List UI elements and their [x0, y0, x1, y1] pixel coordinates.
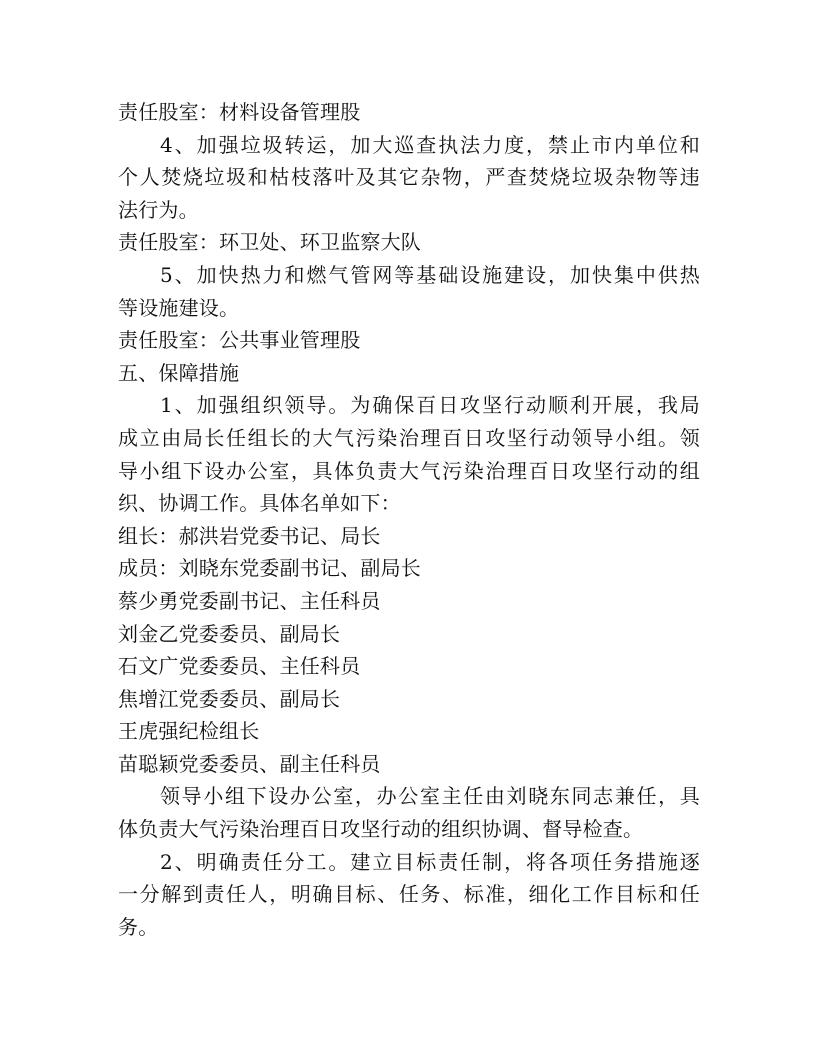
- measure-2-line-2: 一分解到责任人，明确目标、任务、标准，细化工作目标和任: [118, 882, 700, 907]
- member-line: 王虎强纪检组长: [118, 719, 260, 744]
- item-4-line-2: 个人焚烧垃圾和枯枝落叶及其它杂物，严查焚烧垃圾杂物等违: [118, 165, 700, 190]
- item-5-line-1: 5、加快热力和燃气管网等基础设施建设，加快集中供热: [160, 262, 700, 287]
- responsibility-line: 责任股室：公共事业管理股: [118, 328, 361, 353]
- section-heading: 五、保障措施: [118, 360, 240, 385]
- office-line-2: 体负责大气污染治理百日攻坚行动的组织协调、督导检查。: [118, 817, 644, 842]
- responsibility-line: 责任股室：环卫处、环卫监察大队: [118, 230, 421, 255]
- measure-1-line-4: 织、协调工作。具体名单如下：: [118, 491, 401, 516]
- measure-1-line-3: 导小组下设办公室，具体负责大气污染治理百日攻坚行动的组: [118, 458, 700, 483]
- measure-1-line-1: 1、加强组织领导。为确保百日攻坚行动顺利开展，我局: [160, 393, 700, 418]
- member-line: 组长：郝洪岩党委书记、局长: [118, 523, 381, 548]
- item-5-line-2: 等设施建设。: [118, 295, 240, 320]
- document-page: [118, 96, 700, 943]
- item-4-line-3: 法行为。: [118, 197, 199, 222]
- member-line: 苗聪颖党委委员、副主任科员: [118, 751, 381, 776]
- member-line: 刘金乙党委委员、副局长: [118, 621, 341, 646]
- measure-1-line-2: 成立由局长任组长的大气污染治理百日攻坚行动领导小组。领: [118, 425, 700, 450]
- measure-2-line-3: 务。: [118, 914, 159, 939]
- responsibility-line: 责任股室：材料设备管理股: [118, 100, 361, 124]
- member-line: 成员：刘晓东党委副书记、副局长: [118, 556, 421, 581]
- member-line: 焦增江党委委员、副局长: [118, 686, 341, 711]
- item-4-line-1: 4、加强垃圾转运，加大巡查执法力度，禁止市内单位和: [160, 132, 700, 157]
- office-line-1: 领导小组下设办公室，办公室主任由刘晓东同志兼任，具: [160, 784, 700, 809]
- member-line: 石文广党委委员、主任科员: [118, 654, 361, 679]
- member-line: 蔡少勇党委副书记、主任科员: [118, 588, 381, 613]
- measure-2-line-1: 2、明确责任分工。建立目标责任制，将各项任务措施逐: [160, 849, 700, 874]
